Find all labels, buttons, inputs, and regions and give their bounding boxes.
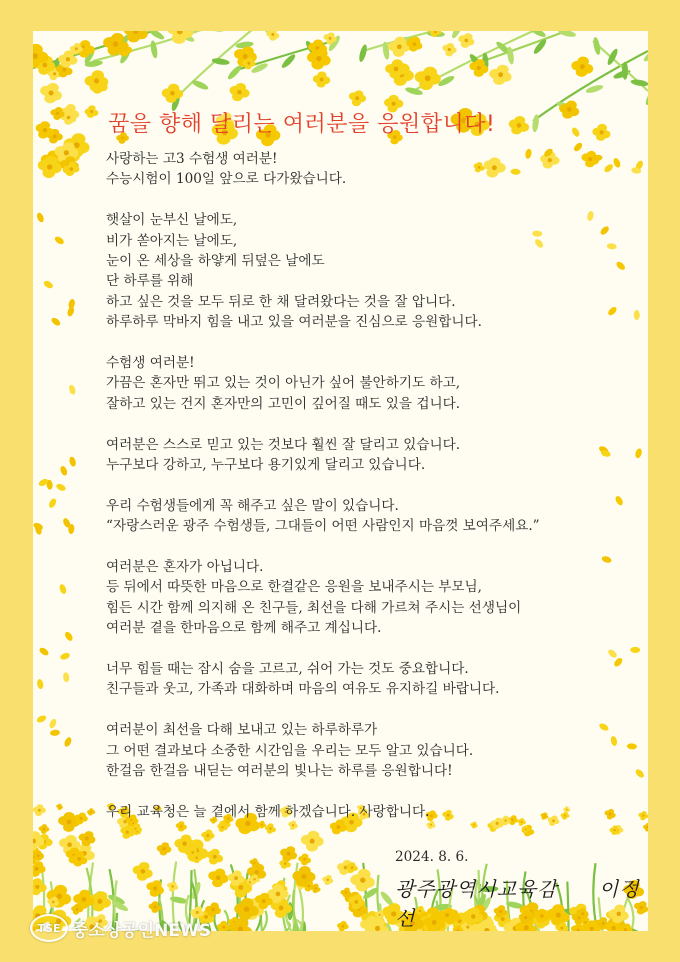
flower-icon	[162, 84, 183, 103]
letter-title: 꿈을 향해 달리는 여러분을 응원합니다!	[108, 112, 496, 137]
letter-line: “자랑스러운 광주 수험생들, 그대들이 어떤 사람인지 마음껏 보여주세요.”	[106, 518, 540, 535]
petal-icon	[36, 714, 48, 724]
flower-icon	[167, 31, 193, 44]
letter-line: 그 어떤 결과보다 소중한 시간임을 우리는 모두 알고 있습니다.	[106, 742, 474, 759]
flower-icon	[85, 105, 99, 118]
petal-icon	[55, 482, 67, 492]
flower-icon	[167, 881, 178, 891]
petal-icon	[634, 768, 645, 779]
leaf-icon	[291, 922, 299, 931]
letter-line: 한걸음 한걸음 내딛는 여러분의 빛나는 하루를 응원합니다!	[106, 763, 453, 780]
letter-line: 여러분이 최선을 다해 보내고 있는 하루하루가	[106, 722, 378, 739]
petal-icon	[571, 126, 581, 138]
flower-icon	[313, 71, 330, 87]
flower-icon	[157, 842, 172, 855]
leaf-icon	[211, 57, 230, 66]
flower-icon	[87, 808, 95, 815]
flower-icon	[349, 90, 366, 106]
petal-icon	[627, 743, 637, 750]
leaf-icon	[226, 64, 243, 81]
flower-icon	[643, 823, 648, 831]
letter-paragraph	[106, 659, 626, 700]
letter-paragraph	[106, 210, 626, 332]
letter-line: 우리 수험생들에게 꼭 해주고 싶은 말이 있습니다.	[106, 497, 399, 514]
flower-icon	[322, 875, 333, 885]
petal-icon	[59, 465, 68, 477]
flower-icon	[638, 811, 648, 820]
flower-icon	[442, 43, 456, 56]
stem-line	[533, 51, 648, 121]
letter-paragraph	[106, 435, 626, 476]
letter-line: 우리 교육청은 늘 곁에서 함께 하겠습니다. 사랑합니다.	[106, 803, 430, 820]
petal-icon	[66, 306, 75, 317]
petal-icon	[64, 631, 75, 643]
flower-icon	[207, 849, 224, 865]
letter-line: 여러분 곁을 한마음으로 함께 해주고 계십니다.	[106, 620, 382, 637]
letter-line: 사랑하는 고3 수험생 여러분!	[106, 151, 278, 167]
petal-icon	[68, 456, 76, 467]
flower-icon	[571, 57, 593, 77]
leaf-icon	[358, 44, 369, 63]
letter-paragraph	[106, 149, 626, 190]
petal-icon	[50, 729, 61, 736]
letter-line: 수험생 여러분!	[106, 355, 195, 372]
flower-icon	[280, 846, 297, 861]
letter-line: 비가 쏟아지는 날에도,	[106, 232, 238, 249]
letter-line: 여러분은 스스로 믿고 있는 것보다 훨씬 잘 달리고 있습니다.	[106, 436, 461, 453]
signature	[395, 873, 648, 931]
letter-date: 2024. 8. 6.	[395, 849, 469, 865]
letter-line: 하고 싶은 것을 모두 뒤로 한 채 달려왔다는 것을 잘 압니다.	[106, 293, 456, 310]
leaf-icon	[558, 31, 577, 38]
leaf-icon	[206, 31, 225, 33]
letter-line: 너무 힘들 때는 잠시 숨을 고르고, 쉬어 가는 것도 중요합니다.	[106, 661, 469, 678]
flower-icon	[208, 869, 228, 888]
watermark-text: 중소상공인NEWS	[72, 920, 211, 941]
signature-name: 이정선	[395, 877, 640, 930]
flower-icon	[229, 83, 249, 101]
petal-icon	[50, 316, 62, 327]
letter-line: 잘하고 있는 건지 혼자만의 고민이 깊어질 때도 있을 겁니다.	[106, 395, 461, 412]
leaf-icon	[191, 78, 210, 91]
flower-icon	[458, 33, 474, 48]
letter-line: 눈이 온 세상을 하얗게 뒤덮은 날에도	[106, 253, 325, 270]
stem-line	[262, 911, 266, 931]
letter-line: 햇살이 눈부신 날에도,	[106, 212, 238, 229]
petal-icon	[63, 736, 73, 748]
petal-icon	[634, 310, 640, 320]
petal-icon	[63, 672, 70, 683]
flower-icon	[56, 804, 63, 810]
letter-line: 수능시험이 100일 앞으로 다가왔습니다.	[106, 171, 347, 188]
letter-paragraph	[106, 496, 626, 537]
petal-icon	[630, 647, 640, 653]
flower-icon	[79, 831, 96, 846]
flower-icon	[592, 124, 610, 141]
watermark-logo-icon: TSE	[30, 914, 68, 942]
letter-line: 하루하루 막바지 힘을 내고 있을 여러분을 진심으로 응원합니다.	[106, 314, 482, 331]
petal-icon	[36, 212, 45, 224]
letter-paper	[33, 31, 648, 931]
flower-icon	[298, 854, 311, 866]
flower-icon	[337, 921, 349, 931]
petal-icon	[58, 583, 67, 594]
leaf-icon	[630, 78, 648, 87]
flower-icon	[39, 824, 50, 834]
flower-icon	[415, 67, 441, 90]
letter-line: 여러분은 혼자가 아닙니다.	[106, 559, 264, 576]
letter-line: 누구보다 강하고, 누구보다 용기있게 달리고 있습니다.	[106, 457, 426, 474]
petal-icon	[53, 235, 65, 246]
flower-icon	[133, 862, 153, 881]
flower-icon	[489, 65, 511, 85]
flower-icon	[40, 83, 62, 104]
flower-icon	[33, 804, 46, 816]
letter-body	[106, 149, 626, 843]
petal-icon	[36, 679, 44, 690]
letter-line: 단 하루를 위해	[106, 273, 194, 290]
letter-paragraph	[106, 720, 626, 781]
flower-icon	[509, 116, 529, 134]
petal-icon	[48, 497, 58, 509]
flower-icon	[266, 31, 279, 41]
letter-line: 친구들과 웃고, 가족과 대화하며 마음의 여유도 유지하길 바랍니다.	[106, 681, 500, 698]
petal-icon	[43, 279, 55, 289]
letter-paragraph	[106, 353, 626, 414]
petal-icon	[48, 718, 58, 730]
petal-icon	[59, 652, 70, 661]
signature-org: 광주광역시교육감	[395, 877, 558, 901]
watermark	[30, 914, 211, 942]
letter-line: 등 뒤에서 따뜻한 마음으로 한결같은 응원을 보내주시는 부모님,	[106, 579, 482, 596]
letter-paragraph	[106, 802, 626, 822]
leaf-icon	[642, 47, 648, 63]
letter-line: 가끔은 혼자만 뛰고 있는 것이 아닌가 싶어 불안하기도 하고,	[106, 375, 461, 392]
letter-paragraph	[106, 557, 626, 639]
petal-icon	[634, 448, 642, 459]
petal-icon	[68, 384, 77, 395]
flower-icon	[350, 869, 374, 892]
petal-icon	[38, 646, 50, 657]
letter-line: 힘든 시간 함께 의지해 온 친구들, 최선을 다해 가르쳐 주시는 선생님이	[106, 599, 522, 616]
